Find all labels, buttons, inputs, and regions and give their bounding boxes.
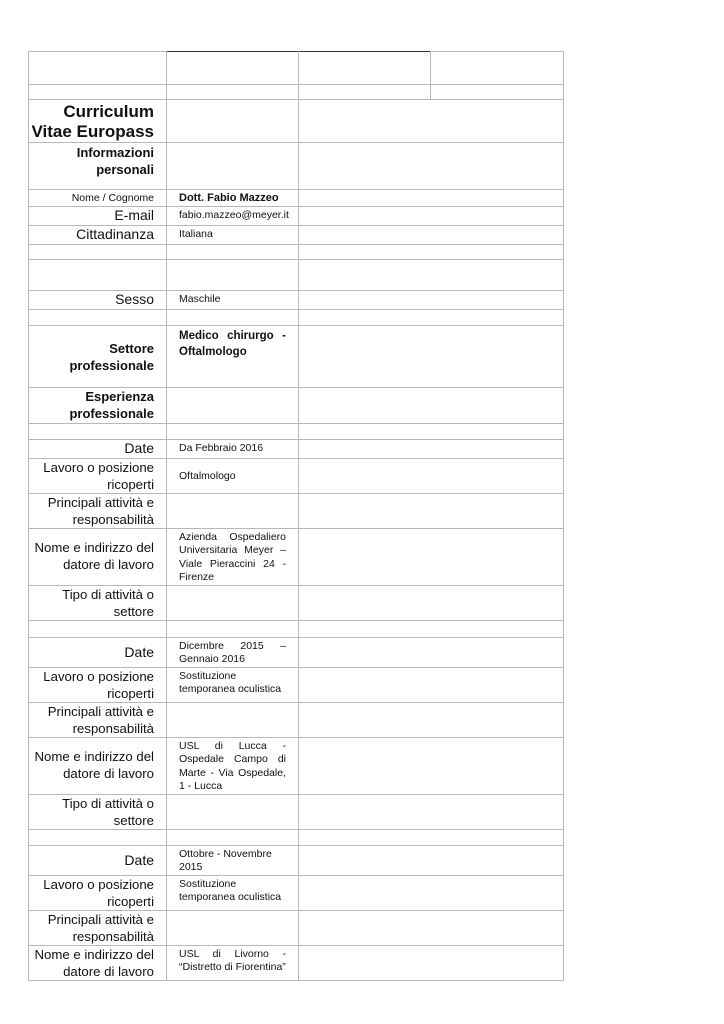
label-line1: Principali attività e <box>47 494 154 510</box>
employer-line1: Azienda Ospedaliero <box>179 530 286 543</box>
label-line2: settore <box>113 812 154 828</box>
date-line2: 2015 <box>179 861 203 873</box>
employer-line3: Viale Pieraccini 24 - <box>179 557 286 570</box>
empty-cell <box>299 85 431 100</box>
table-row <box>29 225 564 244</box>
employer-line1: USL di Livorno - <box>179 947 286 960</box>
empty-cell <box>299 244 564 259</box>
empty-cell <box>167 143 299 190</box>
empty-cell <box>167 100 299 143</box>
table-row <box>29 585 564 620</box>
empty-cell <box>167 493 299 528</box>
table-row <box>29 325 564 387</box>
empty-cell <box>299 225 564 244</box>
label-line1: Nome e indirizzo del <box>34 748 154 764</box>
empty-cell <box>29 259 167 290</box>
empty-cell <box>167 794 299 829</box>
sector-label <box>29 325 167 387</box>
empty-cell <box>299 52 431 85</box>
date-value <box>167 845 299 875</box>
table-row <box>29 244 564 259</box>
empty-cell <box>29 829 167 845</box>
employer-label <box>29 528 167 585</box>
employer-line2: Ospedale Campo di <box>179 753 286 765</box>
empty-cell <box>299 829 564 845</box>
date-label: Date <box>29 439 167 458</box>
empty-cell <box>299 528 564 585</box>
label-line2: settore <box>113 603 154 619</box>
position-label <box>29 458 167 493</box>
empty-cell <box>167 85 299 100</box>
employer-line3: Marte - Via Ospedale, <box>179 766 286 779</box>
empty-cell <box>167 309 299 325</box>
empty-cell <box>299 458 564 493</box>
label-line2: ricoperti <box>107 476 154 492</box>
cv-title <box>29 100 167 143</box>
label-line2: ricoperti <box>107 685 154 701</box>
empty-cell <box>29 244 167 259</box>
empty-cell <box>29 52 167 85</box>
table-row <box>29 309 564 325</box>
table-row <box>29 637 564 667</box>
empty-cell <box>299 945 564 980</box>
empty-cell <box>299 637 564 667</box>
empty-cell <box>167 702 299 737</box>
empty-cell <box>167 52 299 85</box>
table-row <box>29 439 564 458</box>
empty-cell <box>29 85 167 100</box>
table-row <box>29 290 564 309</box>
label-line1: Nome e indirizzo del <box>34 946 154 962</box>
label-line1: Tipo di attività o <box>62 795 154 811</box>
employer-line2: “Distretto di Fiorentina” <box>179 961 286 973</box>
table-row <box>29 667 564 702</box>
date-line1: Dicembre 2015 – <box>179 639 286 652</box>
citizenship-label: Cittadinanza <box>29 225 167 244</box>
employer-value <box>167 528 299 585</box>
label-line1: Tipo di attività o <box>62 586 154 602</box>
empty-cell <box>299 620 564 637</box>
position-line1: Sostituzione <box>179 669 237 682</box>
empty-cell <box>167 387 299 423</box>
table-row <box>29 794 564 829</box>
date-label: Date <box>29 637 167 667</box>
empty-cell <box>167 585 299 620</box>
sector-value-line1: Medico chirurgo - <box>179 329 286 342</box>
label-line1: Principali attività e <box>47 911 154 927</box>
section-label-line2: personali <box>96 162 154 177</box>
section-label-line2: professionale <box>69 405 154 421</box>
position-value <box>167 875 299 910</box>
table-row <box>29 85 564 100</box>
activities-label <box>29 493 167 528</box>
empty-cell <box>299 100 564 143</box>
position-value <box>167 667 299 702</box>
empty-cell <box>299 845 564 875</box>
empty-cell <box>167 829 299 845</box>
table-row <box>29 423 564 439</box>
empty-cell <box>299 493 564 528</box>
activities-label <box>29 702 167 737</box>
table-row <box>29 52 564 85</box>
date-label: Date <box>29 845 167 875</box>
empty-cell <box>167 244 299 259</box>
name-label: Nome / Cognome <box>29 190 167 207</box>
label-line1: Lavoro o posizione <box>43 459 154 475</box>
section-label-line1: Informazioni <box>76 145 154 160</box>
empty-cell <box>167 423 299 439</box>
table-row <box>29 829 564 845</box>
empty-cell <box>431 52 564 85</box>
sector-type-label <box>29 794 167 829</box>
label-line2: responsabilità <box>72 511 154 527</box>
empty-cell <box>299 190 564 207</box>
sector-label-line1: Settore <box>109 340 154 356</box>
cv-title-line1: Curriculum <box>63 102 154 121</box>
sex-label: Sesso <box>29 290 167 309</box>
label-line1: Lavoro o posizione <box>43 668 154 684</box>
employer-label <box>29 945 167 980</box>
employer-line2: Universitaria Meyer – <box>179 544 286 556</box>
table-row <box>29 737 564 794</box>
table-row <box>29 528 564 585</box>
label-line2: datore di lavoro <box>63 556 154 572</box>
empty-cell <box>167 620 299 637</box>
employer-line1: USL di Lucca - <box>179 739 286 752</box>
date-line1: Ottobre - Novembre <box>179 847 272 860</box>
empty-cell <box>29 309 167 325</box>
sector-type-label <box>29 585 167 620</box>
employer-label <box>29 737 167 794</box>
empty-cell <box>299 309 564 325</box>
empty-cell <box>299 737 564 794</box>
employer-line4: Firenze <box>179 571 215 583</box>
date-line2: Gennaio 2016 <box>179 653 245 665</box>
label-line1: Principali attività e <box>47 703 154 719</box>
citizenship-value: Italiana <box>167 225 299 244</box>
table-row <box>29 259 564 290</box>
empty-cell <box>299 439 564 458</box>
table-row <box>29 945 564 980</box>
employer-value <box>167 945 299 980</box>
empty-cell <box>299 794 564 829</box>
label-line1: Nome e indirizzo del <box>34 539 154 555</box>
table-row <box>29 620 564 637</box>
sector-value-line2: Oftalmologo <box>179 345 247 358</box>
label-line1: Lavoro o posizione <box>43 876 154 892</box>
employer-value <box>167 737 299 794</box>
sector-value <box>167 325 299 387</box>
empty-cell <box>299 290 564 309</box>
employer-line4: 1 - Lucca <box>179 780 223 792</box>
table-row <box>29 206 564 225</box>
position-line2: temporanea oculistica <box>179 683 282 695</box>
empty-cell <box>299 387 564 423</box>
empty-cell <box>167 910 299 945</box>
activities-label <box>29 910 167 945</box>
empty-cell <box>299 667 564 702</box>
empty-cell <box>299 325 564 387</box>
position-line1: Sostituzione <box>179 877 237 890</box>
table-row <box>29 875 564 910</box>
label-line2: ricoperti <box>107 893 154 909</box>
table-row <box>29 458 564 493</box>
empty-cell <box>29 620 167 637</box>
sex-value: Maschile <box>167 290 299 309</box>
label-line2: responsabilità <box>72 720 154 736</box>
section-label-line1: Esperienza <box>85 388 154 404</box>
table-row <box>29 387 564 423</box>
email-value: fabio.mazzeo@meyer.it <box>167 206 299 225</box>
email-label: E-mail <box>29 206 167 225</box>
sector-label-line2: professionale <box>69 357 154 373</box>
empty-cell <box>299 875 564 910</box>
name-value: Dott. Fabio Mazzeo <box>167 190 299 207</box>
empty-cell <box>299 702 564 737</box>
empty-cell <box>431 85 564 100</box>
section-experience <box>29 387 167 423</box>
table-row <box>29 190 564 207</box>
empty-cell <box>299 585 564 620</box>
position-label <box>29 667 167 702</box>
table-row <box>29 143 564 190</box>
empty-cell <box>167 259 299 290</box>
date-value: Da Febbraio 2016 <box>167 439 299 458</box>
label-line2: responsabilità <box>72 928 154 944</box>
cv-title-line2: Vitae Europass <box>31 122 154 141</box>
position-line2: temporanea oculistica <box>179 891 282 903</box>
label-line2: datore di lavoro <box>63 765 154 781</box>
label-line2: datore di lavoro <box>63 963 154 979</box>
empty-cell <box>299 143 564 190</box>
empty-cell <box>299 910 564 945</box>
empty-cell <box>299 259 564 290</box>
empty-cell <box>299 423 564 439</box>
table-row <box>29 702 564 737</box>
cv-table <box>28 51 564 981</box>
table-row <box>29 910 564 945</box>
empty-cell <box>299 206 564 225</box>
table-row <box>29 845 564 875</box>
section-personal-info <box>29 143 167 190</box>
date-value <box>167 637 299 667</box>
empty-cell <box>29 423 167 439</box>
table-row <box>29 100 564 143</box>
position-label <box>29 875 167 910</box>
position-value: Oftalmologo <box>167 458 299 493</box>
table-row <box>29 493 564 528</box>
